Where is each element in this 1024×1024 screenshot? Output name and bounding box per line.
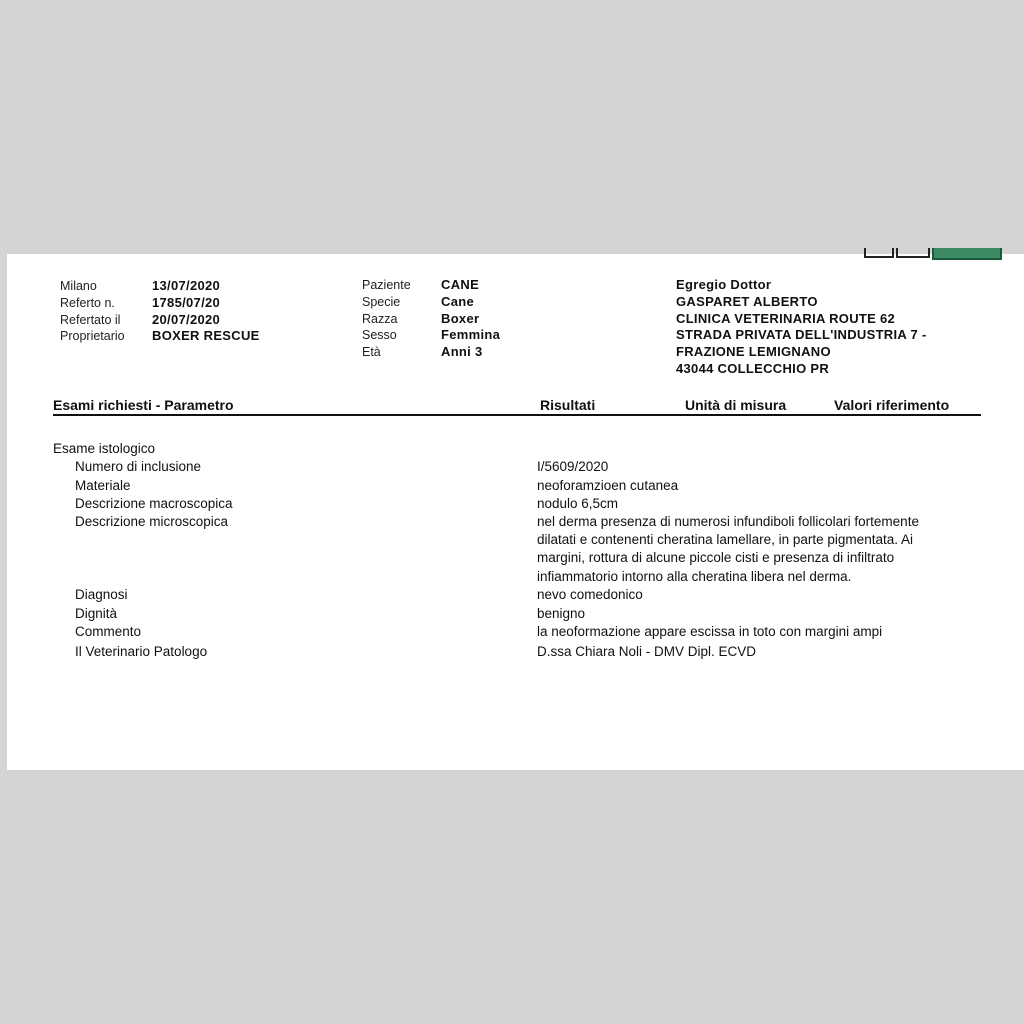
- recipient-address: [676, 277, 927, 378]
- patient-value: CANE: [441, 277, 480, 292]
- result-value: neoforamzioen cutanea: [537, 478, 679, 493]
- result-line: nel derma presenza di numerosi infundiboli follicolari fortemente: [537, 514, 919, 529]
- param-name: Numero di inclusione: [75, 459, 202, 474]
- salutation: Egregio Dottor: [676, 277, 772, 292]
- species-label: Specie: [362, 294, 401, 309]
- result-value: la neoformazione appare escissa in toto con margini ampi: [537, 624, 883, 639]
- address-line-2: FRAZIONE LEMIGNANO: [676, 344, 831, 360]
- species-value: Cane: [441, 293, 474, 309]
- patient-values: [441, 277, 500, 361]
- breed-label: Razza: [362, 311, 398, 326]
- param-name: Commento: [75, 624, 142, 639]
- report-number-value: 1785/07/20: [152, 294, 221, 310]
- result-line: dilatati e contenenti cheratina lamellare, in parte pigmentata. Ai: [537, 532, 913, 548]
- result-line: infiammatorio intorno alla cheratina libera nel derma.: [537, 568, 852, 584]
- report-page: [7, 254, 1024, 770]
- clinic-name: CLINICA VETERINARIA ROUTE 62: [676, 310, 896, 326]
- report-date-label: Refertato il: [60, 312, 121, 327]
- recipient-name: GASPARET ALBERTO: [676, 293, 818, 309]
- owner-value: BOXER RESCUE: [152, 328, 260, 344]
- date-value: 13/07/2020: [152, 278, 221, 293]
- report-date-value: 20/07/2020: [152, 311, 221, 327]
- sex-label: Sesso: [362, 328, 397, 343]
- decor-box: [864, 248, 894, 258]
- report-meta-values: [152, 278, 260, 345]
- header-divider: [53, 414, 981, 416]
- param-name: Descrizione macroscopica: [75, 496, 233, 511]
- param-name: Dignità: [75, 606, 118, 621]
- microscopic-description: [537, 513, 977, 586]
- patient-label: Paziente: [362, 278, 411, 292]
- patient-labels: [362, 277, 411, 361]
- result-value: nevo comedonico: [537, 587, 643, 602]
- result-value: I/5609/2020: [537, 459, 609, 474]
- param-name: Il Veterinario Patologo: [75, 644, 208, 659]
- result-line: margini, rottura di alcune piccole cisti e presenza di infiltrato: [537, 550, 895, 566]
- exam-title: Esame istologico: [53, 441, 156, 456]
- sex-value: Femmina: [441, 327, 501, 343]
- report-number-label: Referto n.: [60, 295, 115, 310]
- param-name: Materiale: [75, 478, 131, 493]
- city-label: Milano: [60, 279, 97, 293]
- address-line-1: STRADA PRIVATA DELL'INDUSTRIA 7 -: [676, 327, 927, 343]
- address-line-3: 43044 COLLECCHIO PR: [676, 360, 830, 376]
- column-header-param: Esami richiesti - Parametro: [53, 397, 234, 413]
- result-value: nodulo 6,5cm: [537, 496, 619, 511]
- age-value: Anni 3: [441, 344, 483, 360]
- column-header-results: Risultati: [540, 397, 596, 413]
- param-name: Diagnosi: [75, 587, 128, 602]
- column-header-unit: Unità di misura: [685, 397, 787, 413]
- decor-box: [896, 248, 930, 258]
- column-header-ref: Valori riferimento: [834, 397, 950, 413]
- breed-value: Boxer: [441, 310, 480, 326]
- age-label: Età: [362, 345, 381, 360]
- result-value: benigno: [537, 606, 586, 621]
- decor-box-green: [932, 248, 1002, 260]
- param-name: Descrizione microscopica: [75, 514, 229, 529]
- result-value: D.ssa Chiara Noli - DMV Dipl. ECVD: [537, 644, 757, 659]
- owner-label: Proprietario: [60, 329, 125, 344]
- report-meta-labels: [60, 278, 125, 345]
